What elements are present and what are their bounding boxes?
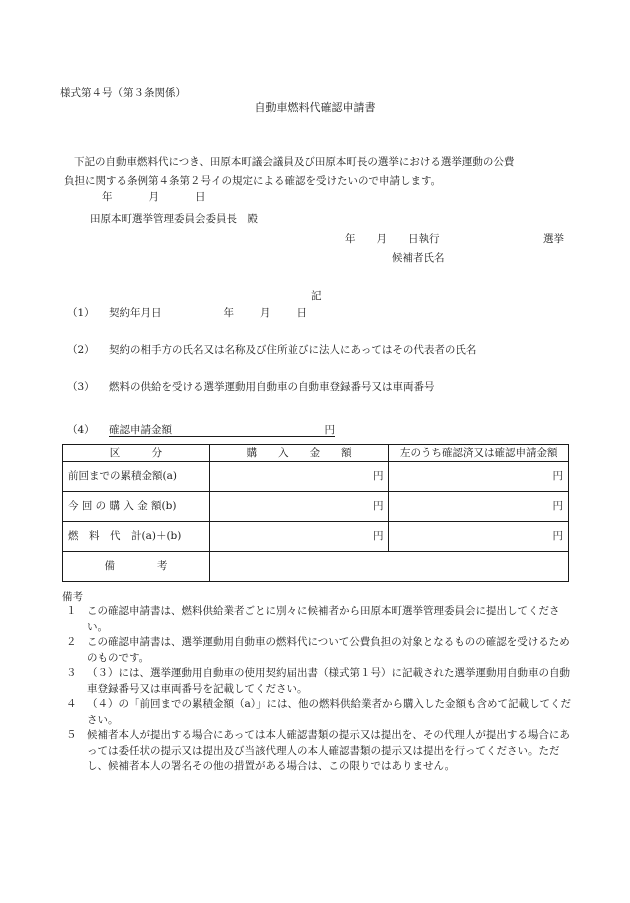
application-date xyxy=(102,190,206,204)
intro-paragraph xyxy=(64,153,574,191)
intro-line-1: 下記の自動車燃料代につき、田原本町議会議員及び田原本町長の選挙における選挙運動の公費 xyxy=(74,156,515,168)
candidate-name-label: 候補者氏名 xyxy=(392,252,445,264)
note-text: この確認申請書は、燃料供給業者ごとに別々に候補者から田原本町選挙管理委員会に提出してください。 xyxy=(87,605,560,633)
intro-line-2: 負担に関する条例第４条第２号イの規定による確認を受けたいので申請します。 xyxy=(64,175,442,187)
note-number: ２ xyxy=(66,636,77,648)
item-label: 確認申請金額 xyxy=(109,424,172,437)
item-label: 燃料の供給を受ける選挙運動用自動車の自動車登録番号又は車両番号 xyxy=(109,381,435,393)
yen-unit: 円 xyxy=(324,424,335,437)
purchase-amount-cell: 円 xyxy=(209,462,389,492)
ki-heading: 記 xyxy=(311,290,322,302)
table-row xyxy=(63,492,569,522)
purchase-amount-cell: 円 xyxy=(209,522,389,552)
note-text: （４）の「前回までの累積金額（a）」には、他の燃料供給業者から購入した金額も含めて記載してください。 xyxy=(87,698,572,726)
date-month: 月 xyxy=(148,191,159,203)
row-label: 前回までの累積金額(a) xyxy=(63,462,210,492)
document-title: 自動車燃料代確認申請書 xyxy=(254,101,376,114)
item-number: （4） xyxy=(67,424,95,436)
date-day: 日 xyxy=(195,191,206,203)
confirmed-amount-cell: 円 xyxy=(389,462,569,492)
confirmed-amount-cell: 円 xyxy=(389,492,569,522)
table-row xyxy=(63,462,569,492)
header-purchase-amount: 購 入 金 額 xyxy=(209,445,389,462)
table-row xyxy=(63,522,569,552)
item-month: 月 xyxy=(260,307,271,319)
confirmed-amount-cell: 円 xyxy=(389,522,569,552)
row-label: 備 考 xyxy=(63,552,210,582)
remarks-cell xyxy=(209,552,568,582)
note-number: ５ xyxy=(66,729,77,741)
row-label: 今 回 の 購 入 金 額(b) xyxy=(63,492,210,522)
addressee: 田原本町選挙管理委員会委員長 殿 xyxy=(90,213,258,225)
note-text: 候補者本人が提出する場合にあっては本人確認書類の提示又は提出を、その代理人が提出する場合にあっては委任状の提示又は提出及び当該代理人の本人確認書類の提示又は提出を行ってください。ただし、候補者本人の署名その他の措置がある場合は、この限りではありません。 xyxy=(87,729,570,772)
note-item xyxy=(66,635,572,666)
item-label: 契約年月日 xyxy=(109,307,162,319)
note-number: ３ xyxy=(66,667,77,679)
date-year: 年 xyxy=(102,191,113,203)
note-item xyxy=(66,697,572,728)
note-number: ４ xyxy=(66,698,77,710)
amount-underline xyxy=(109,423,335,437)
table-row xyxy=(63,552,569,582)
row-label: 燃 料 代 計(a)＋(b) xyxy=(63,522,210,552)
fuel-amount-table xyxy=(62,444,569,582)
item-number: （2） xyxy=(67,344,95,356)
remarks-heading: 備考 xyxy=(62,591,83,603)
note-number: １ xyxy=(66,605,77,617)
header-confirmed-amount: 左のうち確認済又は確認申請金額 xyxy=(389,445,569,462)
note-item xyxy=(66,604,572,635)
note-item xyxy=(66,728,572,775)
remarks-notes xyxy=(66,604,572,775)
note-text: （３）には、選挙運動用自動車の使用契約届出書（様式第１号）に記載された選挙運動用自動車の自動車登録番号又は車両番号を記載してください。 xyxy=(87,667,570,695)
item-label: 契約の相手方の氏名又は名称及び住所並びに法人にあってはその代表者の氏名 xyxy=(109,344,477,356)
election-date: 年 月 日執行 xyxy=(345,233,440,245)
item-contract-date xyxy=(67,306,307,320)
item-number: （1） xyxy=(67,307,95,319)
item-number: （3） xyxy=(67,381,95,393)
item-counterparty xyxy=(67,343,476,357)
table-header-row xyxy=(63,445,569,462)
item-vehicle-number xyxy=(67,380,435,394)
item-day: 日 xyxy=(296,307,307,319)
form-number: 様式第４号（第３条関係） xyxy=(60,87,186,99)
note-item xyxy=(66,666,572,697)
purchase-amount-cell: 円 xyxy=(209,492,389,522)
header-category: 区 分 xyxy=(63,445,210,462)
election-label: 選挙 xyxy=(543,233,564,245)
item-year: 年 xyxy=(223,307,234,319)
item-amount xyxy=(67,423,335,437)
note-text: この確認申請書は、選挙運動用自動車の燃料代について公費負担の対象となるものの確認を受けるためのものです。 xyxy=(87,636,570,664)
